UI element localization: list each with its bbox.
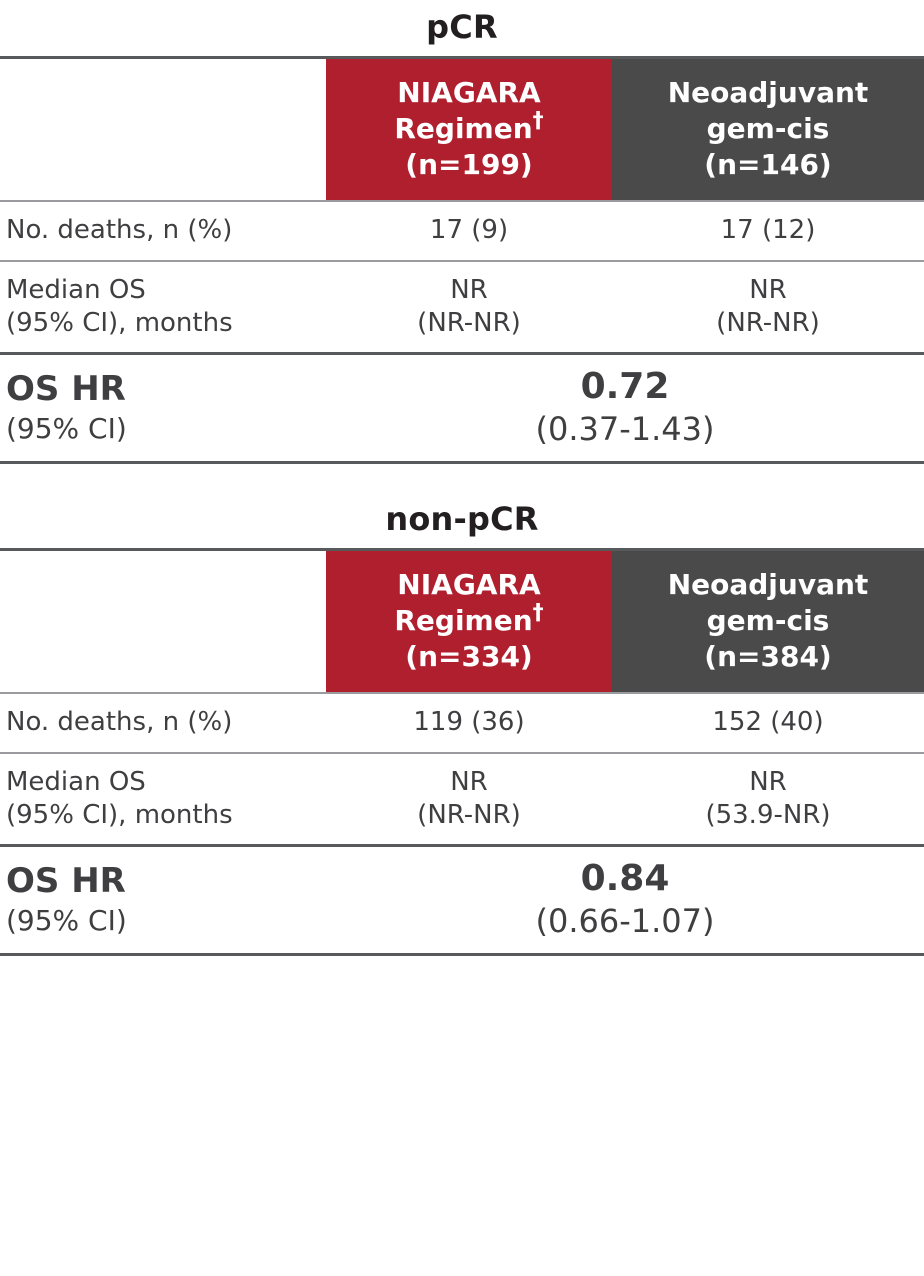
table-row: [0, 753, 924, 846]
row-label-line1: Median OS: [6, 274, 146, 305]
row-label-deaths: [0, 693, 326, 752]
header-cell-blank: [0, 549, 326, 693]
row-value-median-os-gemcis: [612, 753, 924, 846]
section-title-pcr: pCR: [426, 8, 498, 46]
os-hr-ci-value: (0.37-1.43): [535, 410, 715, 449]
table-header-row: [0, 549, 924, 693]
header-arm-name-line2-text: Regimen: [394, 111, 533, 145]
header-arm-name-line1: Neoadjuvant: [667, 567, 869, 601]
header-cell-niagara: [326, 58, 612, 202]
row-label-line1: No. deaths, n (%): [6, 707, 233, 738]
row-label-deaths: [0, 201, 326, 260]
header-arm-count: (n=334): [405, 639, 533, 673]
value-line2: (53.9-NR): [705, 799, 831, 830]
value-line1: NR: [450, 766, 488, 797]
header-cell-niagara: [326, 549, 612, 693]
value-line2: (NR-NR): [417, 308, 521, 339]
value-line1: 119 (36): [413, 707, 525, 738]
outcomes-table-pcr: [0, 56, 924, 464]
table-row-hr: [0, 354, 924, 463]
table-header-row: [0, 58, 924, 202]
table-row: [0, 201, 924, 260]
header-arm-count: (n=199): [405, 147, 533, 181]
header-arm-name-line2-text: Regimen: [394, 603, 533, 637]
row-value-os-hr: [326, 846, 924, 955]
header-arm-count: (n=384): [704, 639, 832, 673]
table-row: [0, 261, 924, 354]
row-value-deaths-niagara: [326, 201, 612, 260]
dagger-symbol: †: [532, 600, 544, 626]
outcomes-table-non-pcr: [0, 548, 924, 956]
header-cell-gemcis: [612, 58, 924, 202]
header-arm-name-line2: [332, 600, 606, 639]
section-divider-space: [0, 464, 924, 492]
section-non-pcr: [0, 492, 924, 956]
os-hr-value: 0.84: [580, 858, 670, 900]
row-label-line2: (95% CI), months: [6, 799, 233, 830]
value-line1: NR: [749, 766, 787, 797]
os-hr-value: 0.72: [580, 366, 670, 408]
header-cell-blank: [0, 58, 326, 202]
row-value-deaths-gemcis: [612, 693, 924, 752]
table-row-hr: [0, 846, 924, 955]
value-line2: (NR-NR): [417, 799, 521, 830]
os-hr-label: OS HR: [6, 860, 126, 901]
row-value-median-os-gemcis: [612, 261, 924, 354]
header-cell-gemcis: [612, 549, 924, 693]
value-line1: NR: [450, 274, 488, 305]
os-hr-ci-label: (95% CI): [6, 411, 127, 445]
os-hr-ci-label: (95% CI): [6, 903, 127, 937]
row-value-deaths-niagara: [326, 693, 612, 752]
os-hr-ci-value: (0.66-1.07): [535, 902, 715, 941]
value-line1: 152 (40): [712, 707, 824, 738]
row-label-line2: (95% CI), months: [6, 308, 233, 339]
row-value-median-os-niagara: [326, 261, 612, 354]
row-value-deaths-gemcis: [612, 201, 924, 260]
header-arm-name-line1: NIAGARA: [397, 567, 541, 601]
value-line2: (NR-NR): [716, 308, 820, 339]
row-label-median-os: [0, 753, 326, 846]
os-hr-label: OS HR: [6, 368, 126, 409]
table-row: [0, 693, 924, 752]
header-arm-count: (n=146): [704, 147, 832, 181]
row-value-median-os-niagara: [326, 753, 612, 846]
header-arm-name-line2: gem-cis: [706, 603, 830, 637]
dagger-symbol: †: [532, 108, 544, 134]
row-label-line1: No. deaths, n (%): [6, 215, 233, 246]
row-label-median-os: [0, 261, 326, 354]
header-arm-name-line2: [332, 108, 606, 147]
value-line1: 17 (9): [429, 215, 509, 246]
value-line1: 17 (12): [720, 215, 816, 246]
section-pcr: [0, 0, 924, 464]
header-arm-name-line2: gem-cis: [706, 111, 830, 145]
header-arm-name-line1: Neoadjuvant: [667, 76, 869, 109]
row-label-line1: Median OS: [6, 766, 146, 797]
header-arm-name-line1: NIAGARA: [397, 76, 541, 109]
row-label-os-hr: [0, 354, 326, 463]
row-value-os-hr: [326, 354, 924, 463]
section-title-non-pcr: non-pCR: [385, 499, 539, 538]
row-label-os-hr: [0, 846, 326, 955]
value-line1: NR: [749, 274, 787, 305]
